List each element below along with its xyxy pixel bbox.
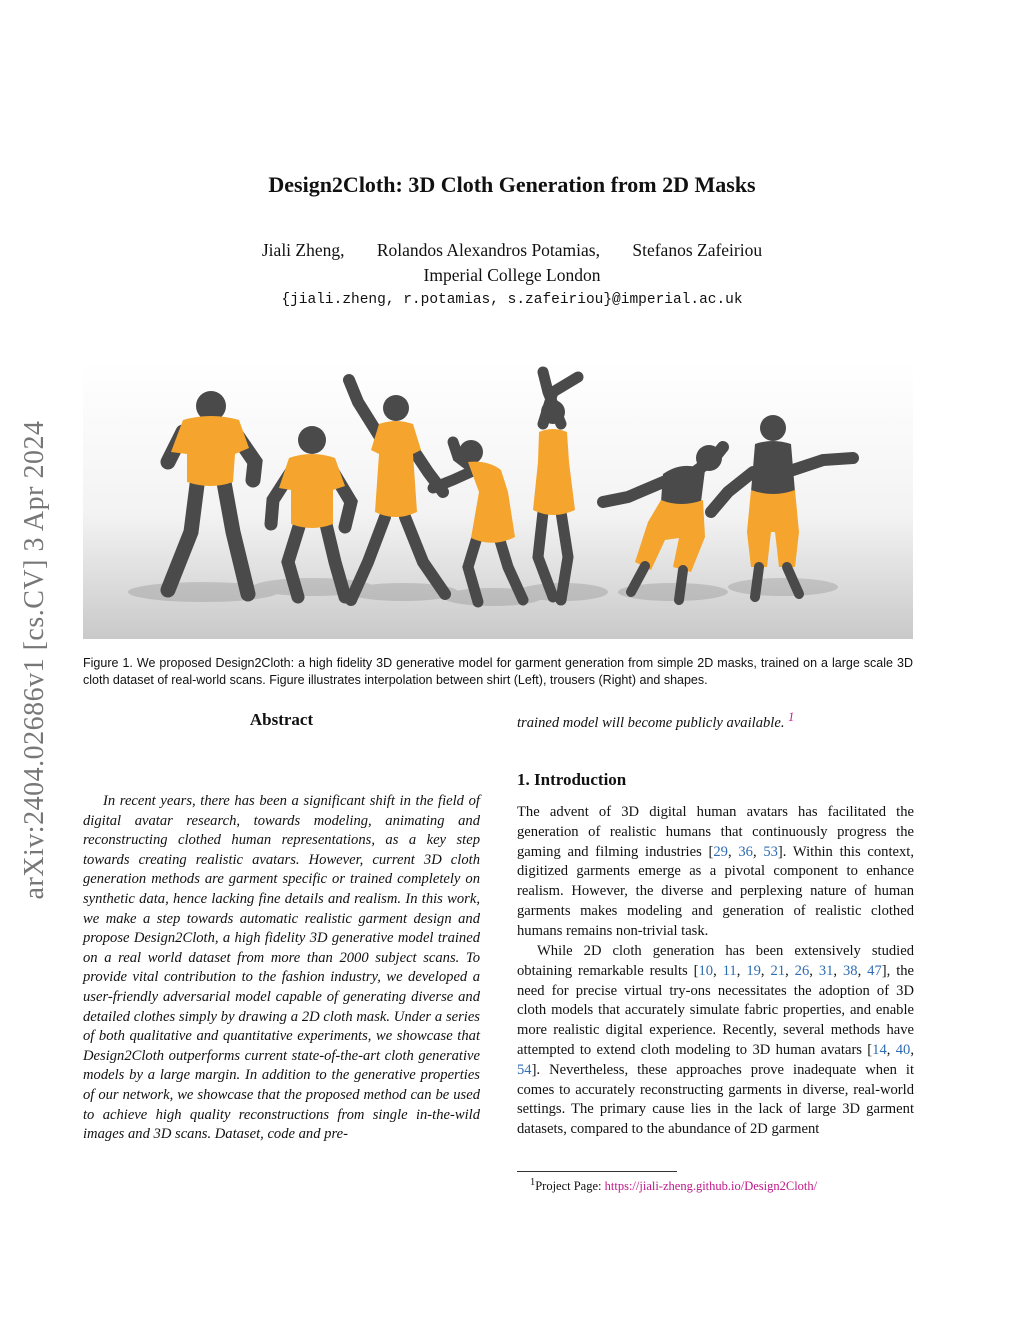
footnote-divider <box>517 1171 677 1172</box>
citation-link[interactable]: 31 <box>818 962 834 979</box>
intro-p2-a: While 2D cloth generation has been extensively studied obtaining remarkable results [ <box>517 943 914 979</box>
intro-p1-text: The advent of 3D digital human avatars has facilitated the generation of realistic humans that continuously progress the gaming and filming industries [ <box>517 804 914 860</box>
citation-link[interactable]: 53 <box>763 843 778 860</box>
citation-link[interactable]: 54 <box>517 1061 532 1078</box>
footnote-number: 1 <box>530 1177 536 1188</box>
intro-p1-after: ]. Within this context, digitized garments emerge as a pivotal component to enhance realism. However, the diverse and perplexing nature of human garments makes modeling and generation of realistic clothed humans remains non-trivial task. <box>517 843 915 939</box>
footnote <box>530 1177 817 1194</box>
abstract-continuation <box>517 710 914 732</box>
citation-link[interactable]: 10 <box>698 962 714 979</box>
citation-link[interactable]: 47 <box>867 962 882 979</box>
introduction-heading: 1. Introduction <box>517 770 627 789</box>
citation-link[interactable]: 36 <box>738 843 753 860</box>
paper-title: Design2Cloth: 3D Cloth Generation from 2D Masks <box>268 172 756 197</box>
author-list <box>0 240 1024 261</box>
teaser-figure <box>83 362 913 639</box>
author-2: Rolandos Alexandros Potamias, <box>376 240 600 260</box>
intro-p2-b: ], the need for precise virtual try-ons necessitates the adoption of 3D cloth models that accurately simulate fabric properties, and enable more realistic digital experience. Recently, several methods have attempted to extend cloth modeling to 3D human avatars [ <box>517 962 915 1058</box>
arxiv-side-identifier <box>10 360 60 960</box>
abstract-body: In recent years, there has been a significant shift in the field of digital avatar research, towards modeling, animating and reconstructing clothed human representations, as a key step towards creating realistic avatars. However, current 3D cloth generation methods are garment specific or trained completely on synthetic data, hence lacking fine details and realism. In this work, we make a step towards automatic realistic garment design and propose Design2Cloth, a high fidelity 3D generative model trained on a real world dataset from more than 2000 subject scans. To provide vital contribution to the fashion industry, we developed a user-friendly adversarial model capable of generating diverse and detailed clothes simply by drawing a 2D cloth mask. Under a series of both qualitative and quantitative experiments, we showcase that Design2Cloth outperforms current state-of-the-art cloth generative models by a large margin. In addition to the generative properties of our network, we showcase that the proposed method can be used to achieve high quality reconstructions from single in-the-wild images and 3D scans. Dataset, code and pre- <box>83 793 480 1143</box>
affiliation: Imperial College London <box>423 265 601 285</box>
intro-p2-c: ]. Nevertheless, these approaches prove inadequate when it comes to accurately reconstructing garments in diverse, real-world settings. The primary cause lies in the lack of large 3D garment datasets, compared to the abundance of 2D garment <box>517 1061 914 1138</box>
footnote-label: Project Page: <box>535 1179 605 1194</box>
citation-link[interactable]: 29 <box>713 843 728 860</box>
figure-caption: Figure 1. We proposed Design2Cloth: a high fidelity 3D generative model for garment generation from simple 2D masks, trained on a large scale 3D cloth dataset of real-world scans. Figure illustrates interpolation between shirt (Left), trousers (Right) and shapes. <box>83 656 913 687</box>
citation-link[interactable]: 19 <box>746 962 761 979</box>
intro-paragraph-1: The advent of 3D digital human avatars has facilitated the generation of realistic humans that continuously progress the gaming and filming industries [29, 36, 53]. Within this context, digitized garments emerge as a pivotal component to enhance realism. However, the diverse and perplexing nature of human garments makes modeling and generation of realistic clothed humans remains non-trivial task. <box>517 804 915 939</box>
citation-link[interactable]: 11 <box>722 962 737 979</box>
citation-link[interactable]: 14 <box>872 1041 887 1058</box>
abstract-continuation-text: trained model will become publicly available. <box>517 714 785 731</box>
arxiv-id-text: arXiv:2404.02686v1 [cs.CV] 3 Apr 2024 <box>19 420 50 900</box>
citation-link[interactable]: 40 <box>895 1041 911 1058</box>
citation-link[interactable]: 21 <box>770 962 786 979</box>
abstract-heading: Abstract <box>249 710 314 729</box>
author-3: Stefanos Zafeiriou <box>632 240 763 260</box>
project-page-link[interactable]: https://jiali-zheng.github.io/Design2Cloth/ <box>604 1179 818 1194</box>
author-emails: {jiali.zheng, r.potamias, s.zafeiriou}@imperial.ac.uk <box>281 292 743 308</box>
citation-link[interactable]: 26 <box>794 962 810 979</box>
intro-paragraph-2: While 2D cloth generation has been extensively studied obtaining remarkable results [10, 11, 19, 21, 26, 31, 38, 47], the need for precise virtual try-ons necessitates the adoption of 3D cloth models that accurately simulate fabric properties, and enable more realistic digital experience. Recently, several methods have attempted to extend cloth modeling to 3D human avatars [14, 40, 54]. Nevertheless, these approaches prove inadequate when it comes to accurately reconstructing garments in diverse, real-world settings. The primary cause lies in the lack of large 3D garment datasets, compared to the abundance of 2D garment <box>517 943 915 1138</box>
citation-link[interactable]: 38 <box>843 962 858 979</box>
author-1: Jiali Zheng, <box>261 240 345 260</box>
footnote-marker[interactable]: 1 <box>788 710 795 724</box>
